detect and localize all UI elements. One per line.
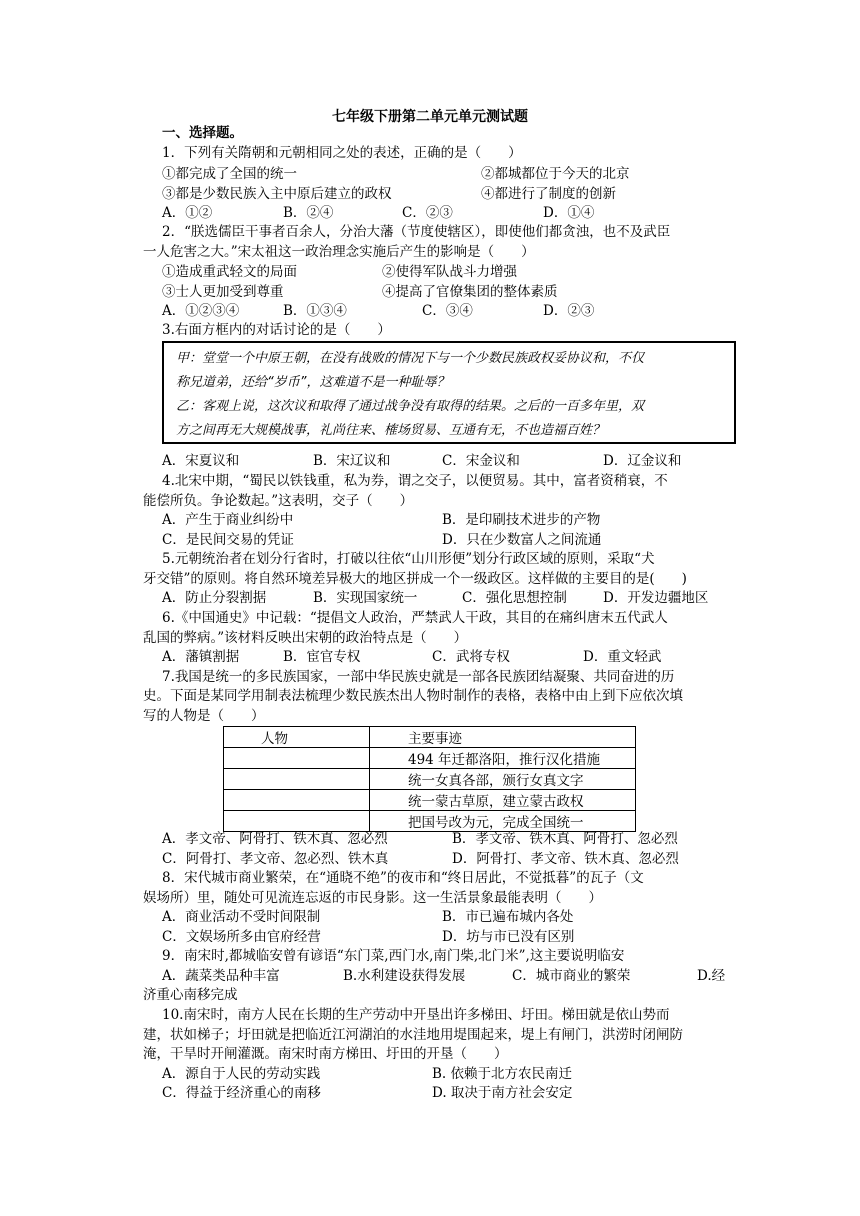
q1-item-3: ③都是少数民族入主中原后建立的政权	[162, 186, 392, 202]
q9-option-b: B.水利建设获得发展	[343, 968, 466, 984]
q3-option-a: A．宋夏议和	[162, 453, 240, 469]
table-cell: 统一女真各部，颁行女真文字	[370, 769, 636, 790]
q10-option-b: B. 依赖于北方农民南迁	[432, 1066, 573, 1082]
question-10-stem-3: 淹，干旱时开闸灌溉。南宋时南方梯田、圩田的开垦（ ）	[143, 1046, 508, 1062]
q1-option-a: A．①②	[162, 205, 213, 221]
q1-item-2: ②都城都位于今天的北京	[481, 166, 630, 182]
question-1-stem: 1．下列有关隋朝和元朝相同之处的表述，正确的是（ ）	[162, 145, 522, 161]
q4-option-a: A．产生于商业纠纷中	[162, 512, 294, 528]
q5-option-b: B．实现国家统一	[313, 590, 418, 606]
q8-option-c: C．文娱场所多由官府经营	[162, 929, 321, 945]
table-cell: 把国号改为元，完成全国统一	[370, 811, 636, 832]
q6-option-c: C．武将专权	[432, 649, 510, 665]
dialogue-line: 称兄道弟，还给“岁币”，这难道不是一种耻辱？	[176, 375, 450, 390]
q10-option-c: C．得益于经济重心的南移	[162, 1085, 321, 1101]
table-cell	[224, 790, 370, 811]
q1-option-c: C．②③	[402, 205, 453, 221]
q6-option-b: B．宦官专权	[283, 649, 361, 665]
q9-option-c: C．城市商业的繁荣	[512, 968, 631, 984]
q9-option-a: A．蔬菜类品种丰富	[162, 968, 280, 984]
q4-option-b: B．是印刷技术进步的产物	[442, 512, 601, 528]
dialogue-line: 乙：客观上说，这次议和取得了通过战争没有取得的结果。之后的一百多年里，双	[176, 399, 645, 414]
question-8-stem-2: 娱场所）里，随处可见流连忘返的市民身影。这一生活景象最能表明（ ）	[143, 890, 602, 906]
table-cell: 494 年迁都洛阳，推行汉化措施	[370, 748, 636, 769]
question-4-stem-1: 4.北宋中期，“蜀民以铁钱重，私为券，谓之交子，以便贸易。其中，富者资稍衰，不	[162, 473, 668, 489]
q5-option-a: A．防止分裂割据	[162, 590, 267, 606]
q1-item-4: ④都进行了制度的创新	[481, 186, 616, 202]
question-7-stem-1: 7.我国是统一的多民族国家，一部中华民族史就是一部各民族团结凝聚、共同奋进的历	[162, 669, 675, 685]
question-5-stem-1: 5.元朝统治者在划分行省时，打破以往依“山川形便”划分行政区域的原则，采取“犬	[162, 551, 655, 567]
question-10-stem-2: 建，状如梯子；圩田就是把临近江河湖泊的水洼地用堤围起来，堤上有闸门，洪涝时闭闸防	[143, 1027, 683, 1043]
question-3-stem: 3.右面方框内的对话讨论的是（ ）	[162, 322, 391, 338]
question-6-stem-2: 乱国的弊病。”该材料反映出宋朝的政治特点是（ ）	[143, 630, 468, 646]
q9-option-d-cont: 济重心南移完成	[143, 987, 238, 1003]
q6-option-d: D．重文轻武	[583, 649, 662, 665]
question-2-stem-1: 2．“朕选儒臣干事者百余人，分治大藩（节度使辖区），即使他们都贪浊，也不及武臣	[162, 224, 671, 240]
q5-option-c: C．强化思想控制	[462, 590, 567, 606]
q3-option-b: B．宋辽议和	[313, 453, 391, 469]
q7-option-a: A．孝文帝、阿骨打、铁木真、忽必烈	[162, 831, 388, 847]
q5-option-d: D．开发边疆地区	[603, 590, 709, 606]
table-header: 人物	[224, 727, 370, 748]
q2-option-a: A．①②③④	[162, 303, 240, 319]
dialogue-box	[162, 341, 736, 444]
table-cell: 统一蒙古草原，建立蒙古政权	[370, 790, 636, 811]
question-4-stem-2: 能偿所负。争论数起。”这表明，交子（ ）	[143, 493, 414, 509]
q2-item-2: ②使得军队战斗力增强	[382, 264, 517, 280]
table-cell	[224, 811, 370, 832]
q2-option-d: D．②③	[543, 303, 595, 319]
question-9-stem: 9．南宋时,都城临安曾有谚语“东门菜,西门水,南门柴,北门米”,这主要说明临安	[162, 948, 625, 964]
table-row	[224, 769, 636, 790]
table-row	[224, 811, 636, 832]
q7-option-c: C．阿骨打、孝文帝、忽必烈、铁木真	[162, 851, 389, 867]
table-header: 主要事迹	[370, 727, 636, 748]
exam-title: 七年级下册第二单元单元测试题	[332, 109, 528, 125]
question-8-stem-1: 8．宋代城市商业繁荣，在“通晓不绝”的夜市和“终日居此，不觉抵暮”的瓦子（文	[162, 870, 644, 886]
question-7-stem-2: 史。下面是某同学用制表法梳理少数民族杰出人物时制作的表格，表格中由上到下应依次填	[143, 688, 683, 704]
q10-option-a: A．源自于人民的劳动实践	[162, 1066, 321, 1082]
question-2-stem-2: 一人危害之大。”宋太祖这一政治理念实施后产生的影响是（ ）	[143, 244, 535, 260]
q6-option-a: A．藩镇割据	[162, 649, 240, 665]
table-header-row	[224, 727, 636, 748]
q8-option-d: D．坊与市已没有区别	[442, 929, 575, 945]
figures-table	[223, 726, 636, 832]
table-row	[224, 748, 636, 769]
q3-option-c: C．宋金议和	[442, 453, 520, 469]
q2-option-c: C．③④	[422, 303, 473, 319]
q7-option-d: D．阿骨打、孝文帝、铁木真、忽必烈	[452, 851, 679, 867]
q3-option-d: D．辽金议和	[603, 453, 682, 469]
q1-option-d: D．①④	[543, 205, 595, 221]
q10-option-d: D. 取决于南方社会安定	[432, 1085, 573, 1101]
table-row	[224, 790, 636, 811]
question-5-stem-2: 牙交错”的原则。将自然环境差异极大的地区拼成一个一级政区。这样做的主要目的是( )	[143, 571, 687, 587]
question-7-stem-3: 写的人物是（ ）	[143, 708, 265, 724]
q2-option-b: B．①③④	[283, 303, 347, 319]
section-heading: 一、选择题。	[162, 125, 243, 141]
q4-option-d: D．只在少数富人之间流通	[442, 532, 602, 548]
dialogue-line: 方之间再无大规模战事，礼尚往来、榷场贸易、互通有无，不也造福百姓？	[176, 423, 606, 438]
q8-option-a: A．商业活动不受时间限制	[162, 909, 321, 925]
q4-option-c: C．是民间交易的凭证	[162, 532, 294, 548]
question-6-stem-1: 6.《中国通史》中记载：“提倡文人政治，严禁武人干政，其目的在痛纠唐末五代武人	[162, 610, 668, 626]
q7-option-b: B．孝文帝、铁木真、阿骨打、忽必烈	[452, 831, 678, 847]
dialogue-line: 甲：堂堂一个中原王朝，在没有战败的情况下与一个少数民族政权妥协议和，不仅	[176, 351, 645, 366]
table-cell	[224, 748, 370, 769]
q1-item-1: ①都完成了全国的统一	[162, 166, 297, 182]
table-cell	[224, 769, 370, 790]
q8-option-b: B．市已遍布城内各处	[442, 909, 574, 925]
q2-item-4: ④提高了官僚集团的整体素质	[382, 284, 558, 300]
q2-item-1: ①造成重武轻文的局面	[162, 264, 297, 280]
q9-option-d: D.经	[697, 968, 726, 984]
question-10-stem-1: 10.南宋时，南方人民在长期的生产劳动中开垦出许多梯田、圩田。梯田就是依山势而	[162, 1007, 670, 1023]
q2-item-3: ③士人更加受到尊重	[162, 284, 284, 300]
q1-option-b: B．②④	[283, 205, 334, 221]
